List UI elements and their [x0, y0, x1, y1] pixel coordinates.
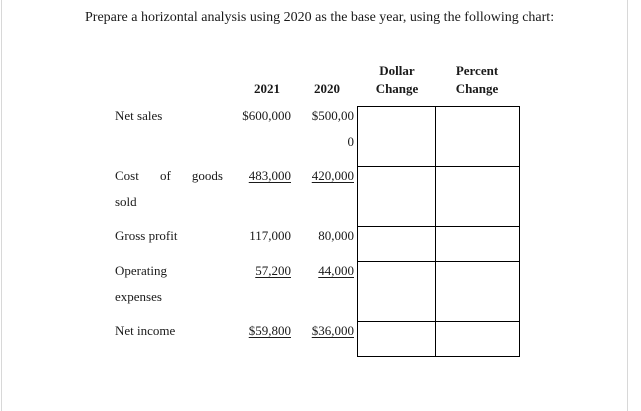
value-2020: 44,000	[318, 263, 354, 278]
row-label: Net income	[115, 323, 176, 338]
value-2020: $36,000	[311, 323, 354, 338]
row-label: Operating	[115, 263, 167, 278]
value-2021: $600,000	[242, 108, 291, 123]
question-prompt: Prepare a horizontal analysis using 2020 as the base year, using the following chart:	[85, 10, 555, 25]
dollar-change-input[interactable]	[357, 106, 437, 167]
dollar-change-input[interactable]	[357, 321, 437, 357]
header-2021: 2021	[254, 81, 280, 96]
value-2021: 483,000	[248, 168, 291, 183]
dollar-change-input[interactable]	[357, 261, 437, 322]
header-dollar-change-line2: Change	[375, 81, 419, 96]
row-label-wrap: sold	[115, 194, 137, 209]
value-2020: 420,000	[311, 168, 354, 183]
value-2021: 57,200	[255, 263, 291, 278]
header-2020: 2020	[314, 81, 340, 96]
header-dollar-change-line1: Dollar	[379, 63, 415, 78]
row-label: Gross profit	[115, 228, 178, 243]
page-border-left	[1, 0, 2, 411]
percent-change-input[interactable]	[435, 261, 520, 322]
percent-change-input[interactable]	[435, 106, 520, 167]
dollar-change-input[interactable]	[357, 166, 437, 227]
page-border-right	[627, 0, 628, 411]
value-2021: $59,800	[248, 323, 291, 338]
percent-change-input[interactable]	[435, 226, 520, 262]
header-percent-change-line1: Percent	[455, 63, 499, 78]
header-percent-change-line2: Change	[455, 81, 499, 96]
row-label: Cost of goods	[115, 168, 223, 183]
value-2021: 117,000	[249, 228, 291, 243]
row-label: Net sales	[115, 108, 163, 123]
value-2020: $500,00	[311, 108, 354, 123]
percent-change-input[interactable]	[435, 166, 520, 227]
percent-change-input[interactable]	[435, 321, 520, 357]
value-2020: 80,000	[318, 228, 354, 243]
value-2020-wrap: 0	[347, 134, 354, 149]
row-label-wrap: expenses	[115, 289, 162, 304]
dollar-change-input[interactable]	[357, 226, 437, 262]
